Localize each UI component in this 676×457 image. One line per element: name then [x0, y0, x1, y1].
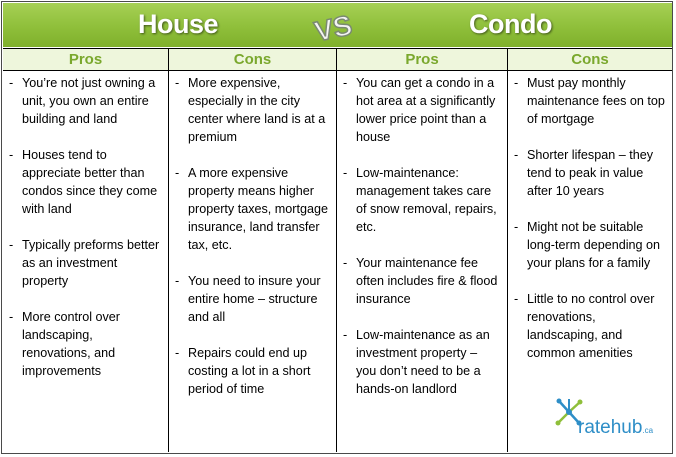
list-item: - You can get a condo in a hot area at a significantly lower price point than a house — [337, 74, 499, 146]
list-item: - Must pay monthly maintenance fees on top of mortgage — [508, 74, 668, 128]
list-item: - More control over landscaping, renovations, and improvements — [3, 308, 162, 380]
house-cons-column — [169, 71, 336, 452]
ratehub-name: ratehub — [578, 417, 643, 438]
list-item: - More expensive, especially in the city center where land is at a premium — [169, 74, 331, 146]
condo-pros-heading: Pros — [337, 49, 507, 70]
condo-pros-column — [337, 71, 507, 452]
house-pros-heading: Pros — [3, 49, 168, 70]
list-item: - Repairs could end up costing a lot in a short period of time — [169, 344, 331, 398]
condo-cons-heading: Cons — [508, 49, 672, 70]
list-item: - You need to insure your entire home – structure and all — [169, 272, 331, 326]
list-item: - You’re not just owning a unit, you own an entire building and land — [3, 74, 162, 128]
house-pros-column — [3, 71, 168, 452]
house-title: House — [138, 9, 219, 39]
vs-label: VS — [312, 9, 355, 47]
list-item: - Low-maintenance: management takes care of snow removal, repairs, etc. — [337, 164, 499, 236]
house-cons-heading: Cons — [169, 49, 336, 70]
condo-title: Condo — [469, 9, 552, 39]
list-item: - Typically preforms better as an investment property — [3, 236, 162, 290]
ratehub-suffix: .ca — [642, 426, 654, 435]
list-item: - Low-maintenance as an investment property – you don’t need to be a hands-on landlord — [337, 326, 499, 398]
header-divider — [3, 48, 672, 49]
list-item: - Shorter lifespan – they tend to peak in value after 10 years — [508, 146, 668, 200]
list-item: - Might not be suitable long-term depending on your plans for a family — [508, 218, 668, 272]
list-item: - Your maintenance fee often includes fire & flood insurance — [337, 254, 499, 308]
condo-cons-column — [508, 71, 672, 452]
list-item: - Houses tend to appreciate better than condos since they come with land — [3, 146, 162, 218]
list-item: - A more expensive property means higher property taxes, mortgage insurance, land transfer tax, etc. — [169, 164, 331, 254]
ratehub-wordmark — [578, 417, 653, 439]
ratehub-logo — [554, 397, 664, 445]
list-item: - Little to no control over renovations, landscaping, and common amenities — [508, 290, 668, 362]
vs-badge-icon — [312, 3, 362, 47]
